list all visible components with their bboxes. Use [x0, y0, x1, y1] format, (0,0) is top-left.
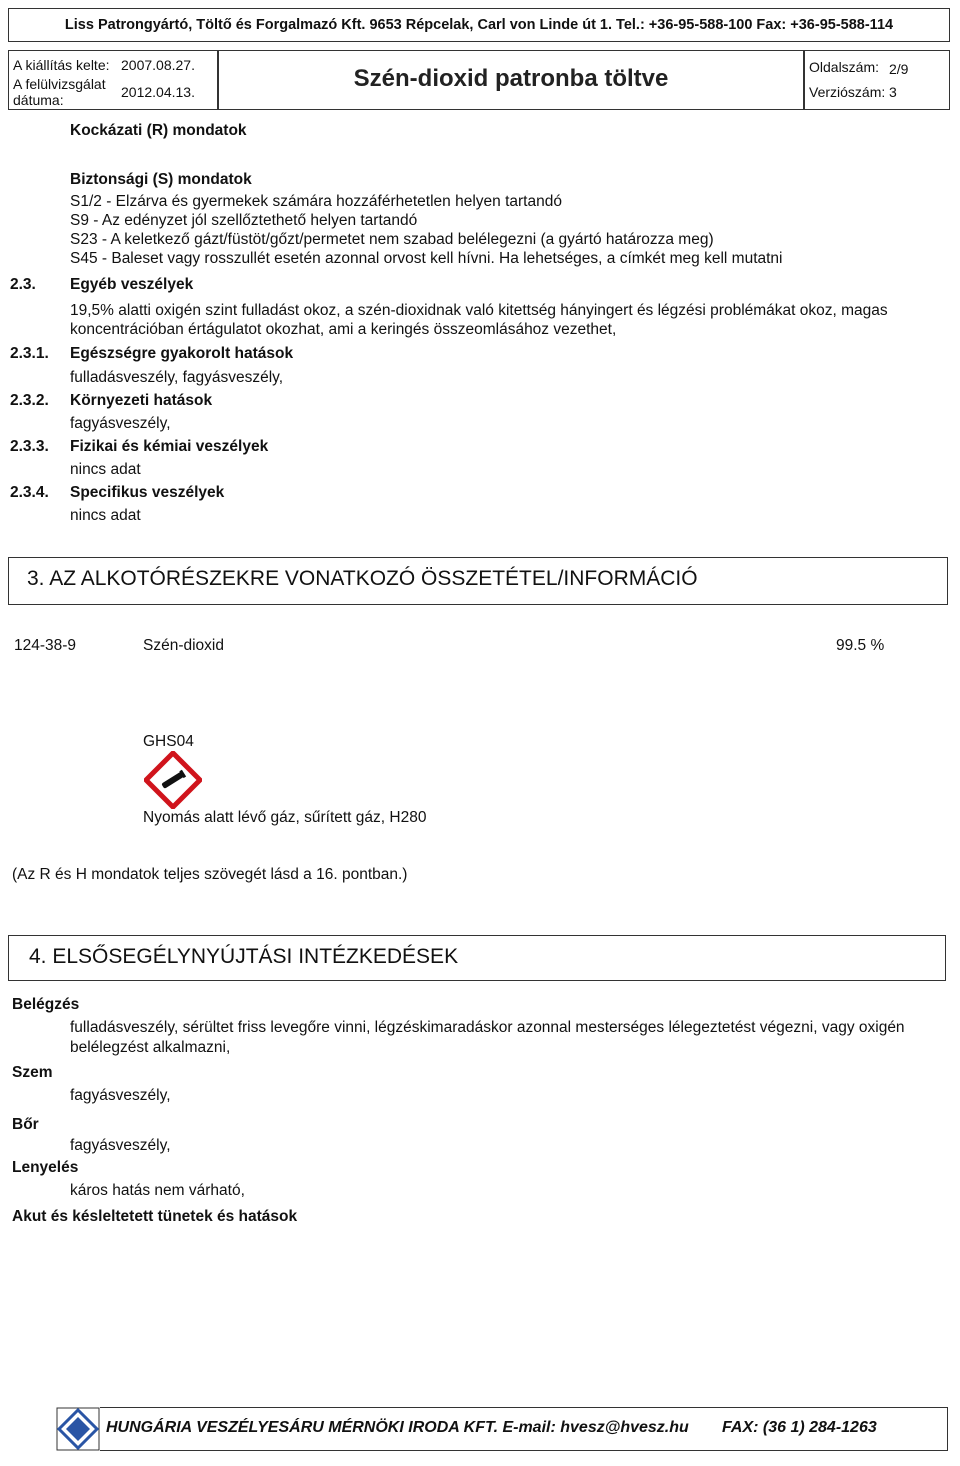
subsection-text: nincs adat	[70, 507, 141, 524]
other-hazards-text-2: koncentrációban értágulatot okozhat, ami a keringés összeomlásához vezethet,	[70, 321, 617, 338]
phrases-note: (Az R és H mondatok teljes szövegét lásd a 16. pontban.)	[12, 866, 408, 883]
subsection-heading: Egészségre gyakorolt hatások	[70, 345, 294, 362]
company-header-bar	[8, 8, 950, 42]
version-number: 3	[889, 84, 897, 100]
first-aid-text: fulladásveszély, sérültet friss levegőre vinni, légzéskimaradáskor azonnal mesterséges lélegeztetést végezni, vagy oxigén	[70, 1019, 905, 1036]
subsection-text: fulladásveszély, fagyásveszély,	[70, 369, 284, 386]
safety-phrases-heading: Biztonsági (S) mondatok	[70, 171, 252, 188]
section-heading-other-hazards: Egyéb veszélyek	[70, 276, 194, 293]
footer-fax: FAX: (36 1) 284-1263	[722, 1419, 877, 1436]
review-date-label-2: dátuma:	[13, 92, 64, 108]
first-aid-heading-symptoms: Akut és késleltetett tünetek és hatások	[12, 1208, 298, 1225]
cas-number: 124-38-9	[14, 637, 77, 654]
issue-date: 2007.08.27.	[121, 57, 195, 73]
first-aid-heading-eye: Szem	[12, 1064, 53, 1081]
footer-company: HUNGÁRIA VESZÉLYESÁRU MÉRNÖKI IRODA KFT. E-mail: hvesz@hvesz.hu	[106, 1419, 689, 1436]
subsection-number: 2.3.2.	[10, 392, 49, 409]
subsection-heading: Környezeti hatások	[70, 392, 213, 409]
version-label: Verziószám:	[809, 84, 886, 100]
review-date-label-1: A felülvizsgálat	[13, 76, 106, 92]
ghs-code: GHS04	[143, 733, 194, 750]
subsection-number: 2.3.4.	[10, 484, 49, 501]
company-info: Liss Patrongyártó, Töltő és Forgalmazó Kft. 9653 Répcelak, Carl von Linde út 1. Tel.: +36-95-588-100 Fax: +36-95-588-114	[64, 17, 894, 33]
footer-bar	[100, 1407, 948, 1451]
risk-phrases-heading: Kockázati (R) mondatok	[70, 122, 247, 139]
section-3-title: 3. AZ ALKOTÓRÉSZEKRE VONATKOZÓ ÖSSZETÉTEL/INFORMÁCIÓ	[27, 567, 698, 590]
first-aid-heading-skin: Bőr	[12, 1116, 39, 1133]
subsection-heading: Fizikai és kémiai veszélyek	[70, 438, 269, 455]
subsection-number: 2.3.1.	[10, 345, 49, 362]
first-aid-text: káros hatás nem várható,	[70, 1182, 245, 1199]
review-date: 2012.04.13.	[121, 84, 195, 100]
section-number: 2.3.	[10, 276, 36, 293]
document-title: Szén-dioxid patronba töltve	[353, 65, 669, 92]
first-aid-text: fagyásveszély,	[70, 1087, 171, 1104]
subsection-text: nincs adat	[70, 461, 141, 478]
concentration: 99.5 %	[836, 637, 885, 654]
other-hazards-text-1: 19,5% alatti oxigén szint fulladást okoz, a szén-dioxidnak való kitettség hányingert és légzési problémákat okoz, magas	[70, 302, 888, 319]
first-aid-text: fagyásveszély,	[70, 1137, 171, 1154]
section-4-title: 4. ELSŐSEGÉLYNYÚJTÁSI INTÉZKEDÉSEK	[29, 945, 459, 968]
page-label: Oldalszám:	[809, 59, 880, 75]
section-4-title-box	[8, 935, 946, 981]
first-aid-text: belélegzést alkalmazni,	[70, 1039, 231, 1056]
safety-phrase: S9 - Az edényzet jól szellőztethető helyen tartandó	[70, 212, 418, 229]
first-aid-heading-ingestion: Lenyelés	[12, 1159, 79, 1176]
page-info-box	[804, 50, 950, 110]
safety-phrase: S23 - A keletkező gázt/füstöt/gőzt/permetet nem szabad belélegezni (a gyártó határozza meg)	[70, 231, 714, 248]
safety-phrase: S1/2 - Elzárva és gyermekek számára hozzáférhetetlen helyen tartandó	[70, 193, 562, 210]
page-number: 2/9	[889, 61, 909, 77]
subsection-text: fagyásveszély,	[70, 415, 171, 432]
section-3-title-box	[8, 557, 948, 605]
safety-phrase: S45 - Baleset vagy rosszullét esetén azonnal orvost kell hívni. Ha lehetséges, a címkét meg kell mutatni	[70, 250, 783, 267]
subsection-heading: Specifikus veszélyek	[70, 484, 225, 501]
subsection-number: 2.3.3.	[10, 438, 49, 455]
company-logo	[56, 1407, 100, 1451]
first-aid-heading-inhalation: Belégzés	[12, 996, 80, 1013]
ghs-description: Nyomás alatt lévő gáz, sűrített gáz, H280	[143, 809, 427, 826]
substance-name: Szén-dioxid	[143, 637, 224, 654]
dates-box	[8, 50, 218, 110]
gas-cylinder-icon	[144, 751, 202, 809]
issue-date-label: A kiállítás kelte:	[13, 57, 110, 73]
title-box	[218, 50, 804, 110]
